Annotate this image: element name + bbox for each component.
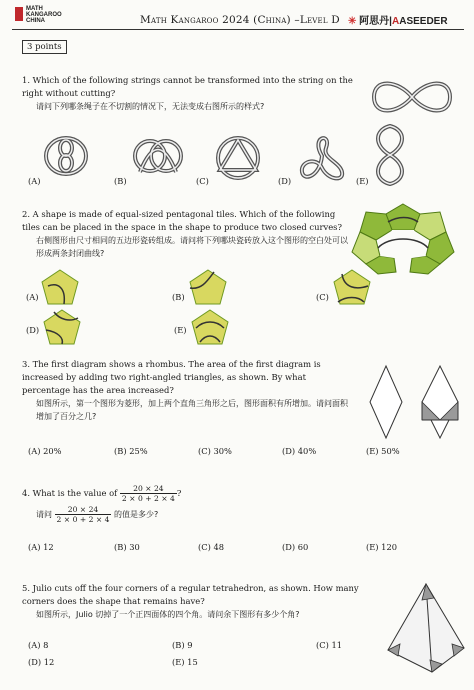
fraction: $\frac{20 \times 24}{2 \times 0 + 2 \times 4}$ xyxy=(121,484,175,503)
q2-tile-shape-figure xyxy=(348,200,458,276)
question-text: 3. The first diagram shows a rhombus. The area of the first diagram is increased by adding two right-angled triangles, as shown. By what percentage has the area increased? xyxy=(22,359,321,395)
q2-option-e[interactable]: (E) xyxy=(174,325,187,335)
q1-target-string-figure xyxy=(368,72,456,122)
q1-option-e-figure xyxy=(370,122,410,188)
math-kangaroo-logo: MATH KANGAROO CHINA xyxy=(26,6,62,24)
question-4 xyxy=(22,484,382,524)
q2-option-e-tile xyxy=(188,308,232,348)
q3-option-b[interactable]: (B) 25% xyxy=(114,446,148,456)
q3-option-c[interactable]: (C) 30% xyxy=(198,446,232,456)
q1-option-c-figure xyxy=(210,132,266,182)
question-text-zh: 如图所示，Julio 切掉了一个正四面体的四个角。请问余下图形有多少个角? xyxy=(36,610,300,619)
question-text-zh: 请问 $\frac{20 \times 24}{2 \times 0 + 2 \times 4}$ 的值是多少? xyxy=(36,505,159,524)
q1-option-a[interactable]: (A) xyxy=(28,176,41,186)
aseeder-logo: ✳ 阿思丹|AASEEDER xyxy=(348,16,448,27)
question-text: 4. What is the value of xyxy=(22,488,118,498)
header-rule xyxy=(12,29,464,30)
question-line: 4. What is the value of $\frac{20 \times 24}{2 \times 0 + 2 \times 4}$ ? xyxy=(22,484,182,503)
fraction-zh: $\frac{20 \times 24}{2 \times 0 + 2 \times 4}$ xyxy=(56,505,110,524)
question-text-zh: 右侧图形由尺寸相同的五边形瓷砖组成。请问将下列哪块瓷砖放入这个图形的空白处可以形成两条封闭曲线? xyxy=(36,236,348,258)
q3-rhombus-figure xyxy=(366,362,464,442)
q5-option-c[interactable]: (C) 11 xyxy=(316,640,343,650)
q3-option-a[interactable]: (A) 20% xyxy=(28,446,62,456)
q1-option-d-figure xyxy=(292,128,352,184)
question-text-zh: 请问下列哪条绳子在不切割的情况下，无法变成右图所示的样式? xyxy=(36,102,265,111)
question-2 xyxy=(22,208,350,260)
q1-option-b[interactable]: (B) xyxy=(114,176,127,186)
q2-option-c[interactable]: (C) xyxy=(316,292,329,302)
question-3 xyxy=(22,358,352,423)
q2-option-d-tile xyxy=(40,308,84,348)
q2-option-b[interactable]: (B) xyxy=(172,292,185,302)
question-text: 2. A shape is made of equal-sized pentagonal tiles. Which of the following tiles can be placed in the space in the shape to produce two closed curves? xyxy=(22,209,342,232)
question-5 xyxy=(22,582,372,621)
q5-option-b[interactable]: (B) 9 xyxy=(172,640,193,650)
q2-option-a[interactable]: (A) xyxy=(26,292,39,302)
q4-option-a[interactable]: (A) 12 xyxy=(28,542,54,552)
q1-option-a-figure xyxy=(38,132,94,180)
q4-option-b[interactable]: (B) 30 xyxy=(114,542,140,552)
q1-option-d[interactable]: (D) xyxy=(278,176,292,186)
q2-option-c-tile xyxy=(330,268,374,308)
question-text-zh: 如图所示，第一个图形为菱形，加上两个直角三角形之后，图形面积有所增加。请问面积增加了百分之几? xyxy=(36,399,348,421)
q5-option-d[interactable]: (D) 12 xyxy=(28,657,55,667)
section-label: 3 points xyxy=(22,40,67,54)
q5-tetrahedron-figure xyxy=(384,578,468,676)
aseeder-logo-icon: ✳ xyxy=(348,16,357,27)
q1-option-c[interactable]: (C) xyxy=(196,176,209,186)
q4-option-d[interactable]: (D) 60 xyxy=(282,542,309,552)
q2-option-d[interactable]: (D) xyxy=(26,325,40,335)
q5-option-a[interactable]: (A) 8 xyxy=(28,640,49,650)
q2-option-a-tile xyxy=(38,268,82,308)
page-title: Math Kangaroo 2024 (China) –Level D xyxy=(140,14,340,26)
question-text: 5. Julio cuts off the four corners of a regular tetrahedron, as shown. How many corners does the shape that remains have? xyxy=(22,583,359,606)
q2-option-b-tile xyxy=(186,268,230,308)
q5-option-e[interactable]: (E) 15 xyxy=(172,657,198,667)
q3-option-d[interactable]: (D) 40% xyxy=(282,446,317,456)
question-1 xyxy=(22,74,362,113)
q1-option-b-figure xyxy=(128,132,188,180)
kangaroo-logo-icon xyxy=(14,5,24,23)
q3-option-e[interactable]: (E) 50% xyxy=(366,446,400,456)
q1-option-e[interactable]: (E) xyxy=(356,176,369,186)
q4-option-c[interactable]: (C) 48 xyxy=(198,542,225,552)
question-text: 1. Which of the following strings cannot be transformed into the string on the right without cutting? xyxy=(22,75,353,98)
q4-option-e[interactable]: (E) 120 xyxy=(366,542,398,552)
